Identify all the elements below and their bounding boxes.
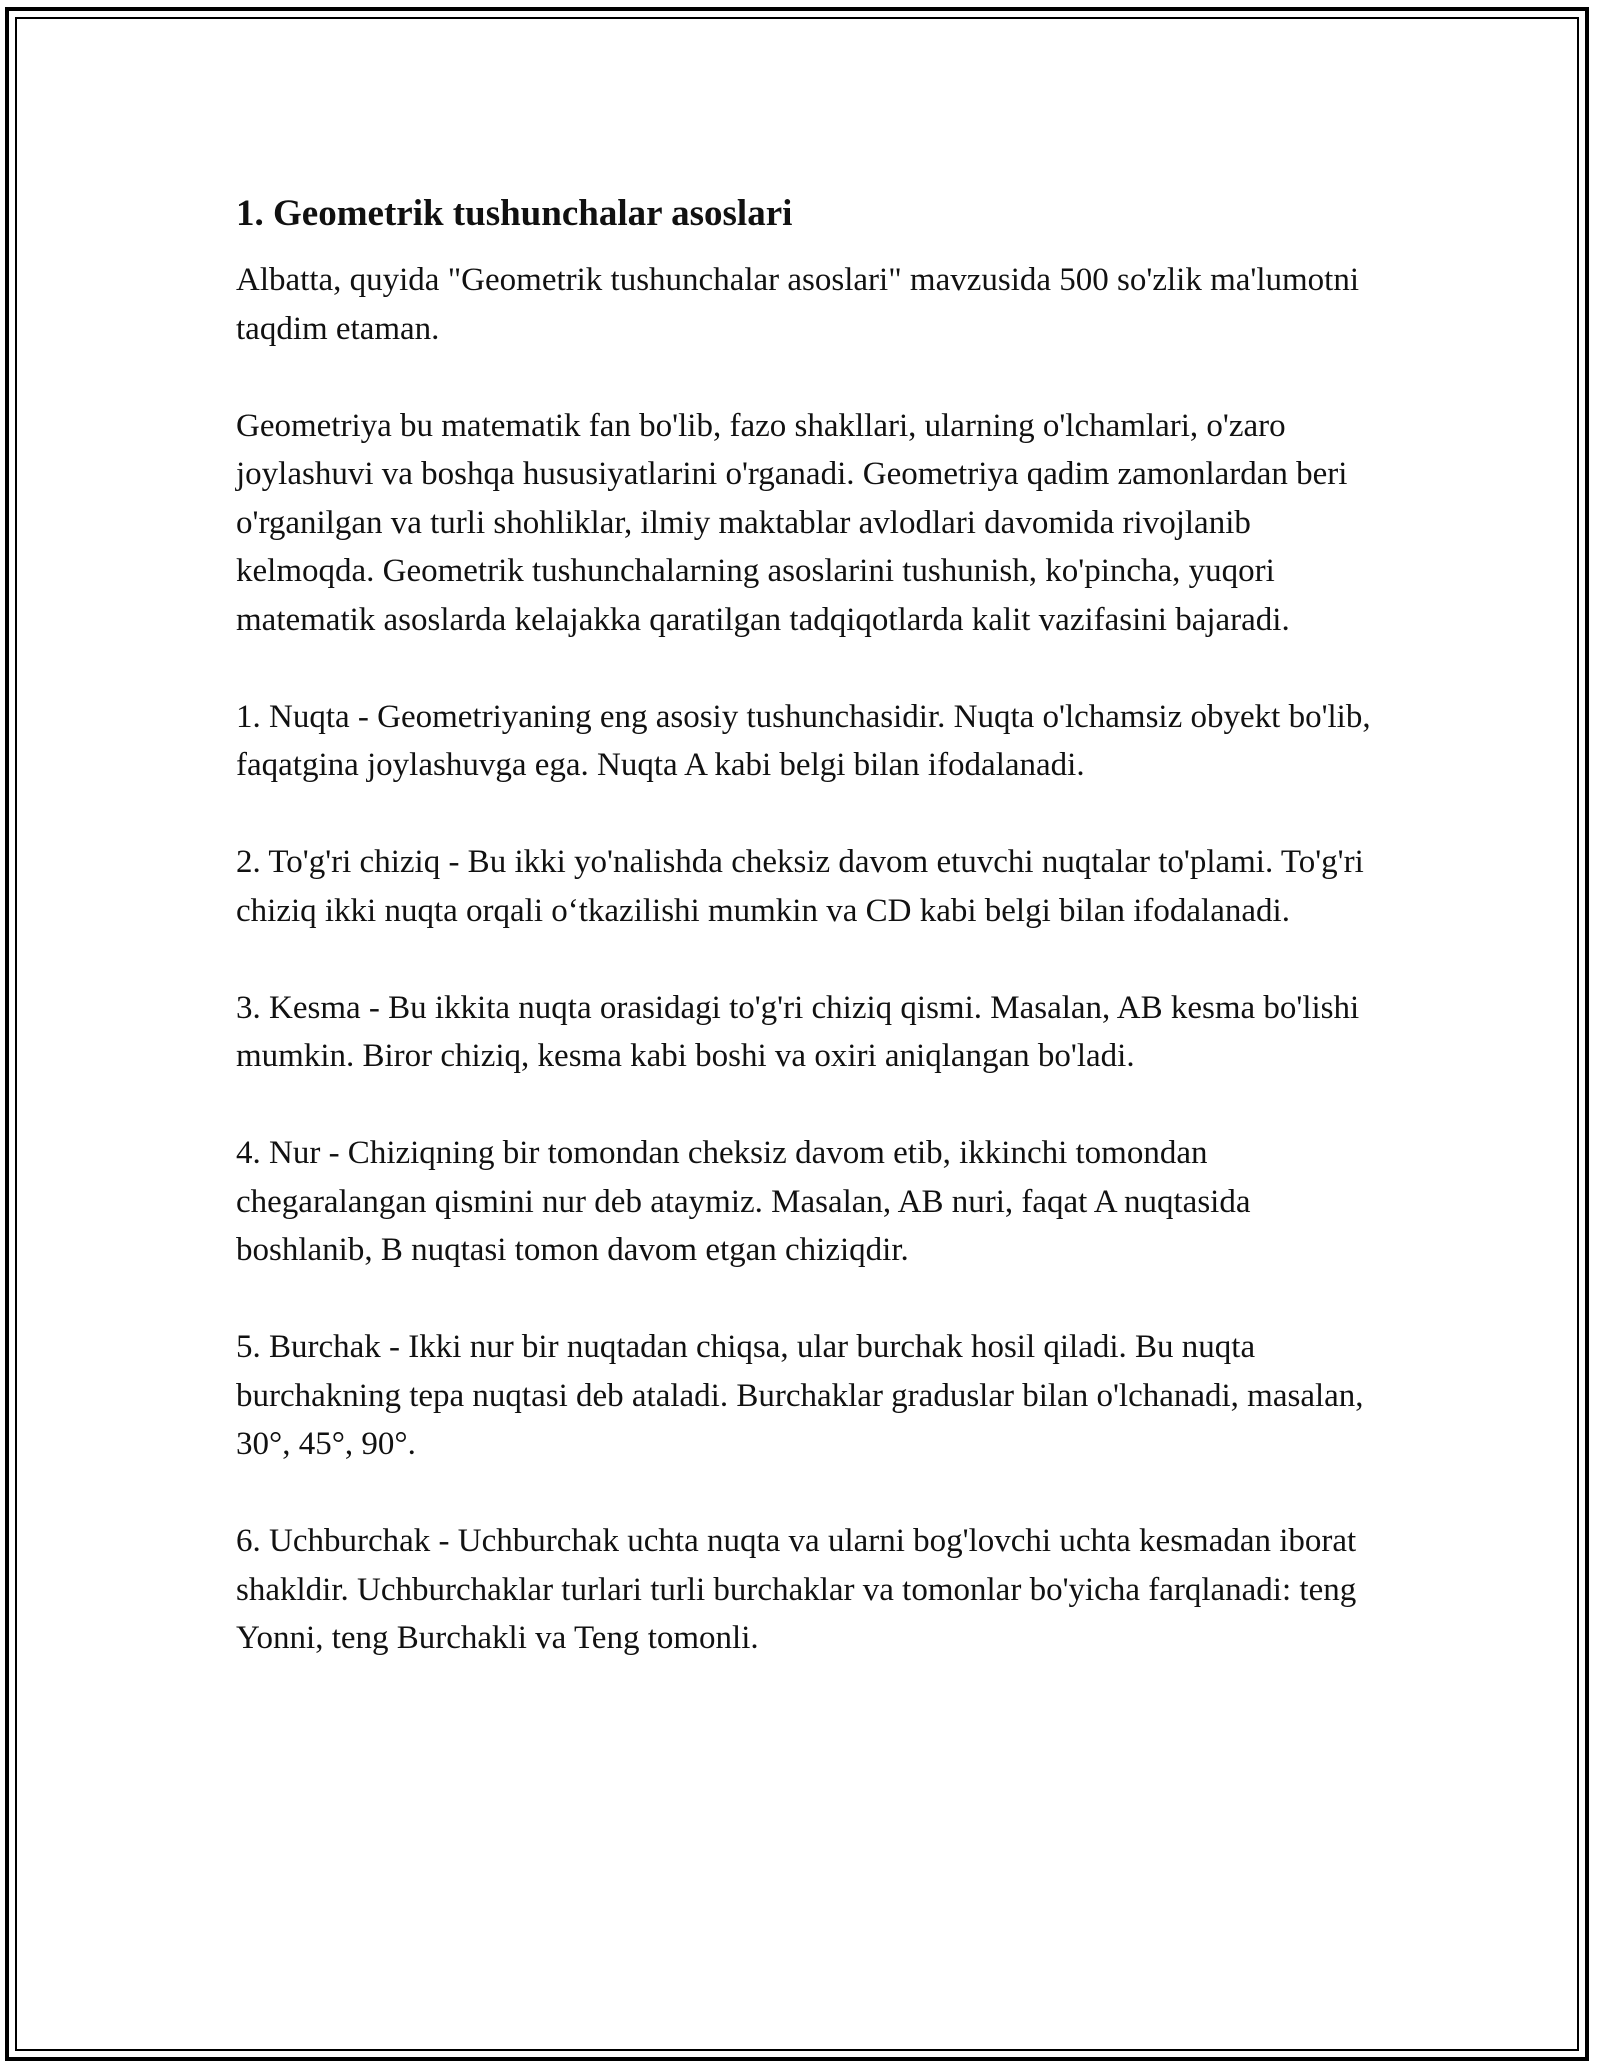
document-title: 1. Geometrik tushunchalar asoslari (236, 193, 793, 234)
line-definition-paragraph: 2. To'g'ri chiziq - Bu ikki yo'nalishda cheksiz davom etuvchi nuqtalar to'plami. To'g'ri chiziq ikki nuqta orqali o‘tkazilishi mumkin va CD kabi belgi bilan ifodalanadi. (236, 844, 1364, 929)
ray-definition-paragraph: 4. Nur - Chiziqning bir tomondan cheksiz davom etib, ikkinchi tomondan chegaralangan qismini nur deb ataymiz. Masalan, AB nuri, faqat A nuqtasida boshlanib, B nuqtasi tomon davom etgan chiziqdir. (236, 1135, 1251, 1268)
angle-definition-paragraph: 5. Burchak - Ikki nur bir nuqtadan chiqsa, ular burchak hosil qiladi. Bu nuqta burchakning tepa nuqtasi deb ataladi. Burchaklar graduslar bilan o'lchanadi, masalan, 30°, 45°, 90°. (236, 1329, 1364, 1462)
document-body (236, 186, 1376, 1663)
segment-definition-paragraph: 3. Kesma - Bu ikkita nuqta orasidagi to'g'ri chiziq qismi. Masalan, AB kesma bo'lishi mumkin. Biror chiziq, kesma kabi boshi va oxiri aniqlangan bo'ladi. (236, 989, 1360, 1074)
triangle-definition-paragraph: 6. Uchburchak - Uchburchak uchta nuqta va ularni bog'lovchi uchta kesmadan iborat shakldir. Uchburchaklar turlari turli burchaklar va tomonlar bo'yicha farqlanadi: teng Yonni, teng Burchakli va Teng tomonli. (236, 1523, 1357, 1656)
geometry-overview-paragraph: Geometriya bu matematik fan bo'lib, fazo shakllari, ularning o'lchamlari, o'zaro joylashuvi va boshqa hususiyatlarini o'rganadi. Geometriya qadim zamonlardan beri o'rganilgan va turli shohliklar, ilmiy maktablar avlodlari davomida rivojlanib kelmoqda. Geometrik tushunchalarning asoslarini tushunish, ko'pincha, yuqori matematik asoslarda kelajakka qaratilgan tadqiqotlarda kalit vazifasini bajaradi. (236, 407, 1348, 638)
point-definition-paragraph: 1. Nuqta - Geometriyaning eng asosiy tushunchasidir. Nuqta o'lchamsiz obyekt bo'lib, faqatgina joylashuvga ega. Nuqta A kabi belgi bilan ifodalanadi. (236, 698, 1371, 783)
intro-paragraph: Albatta, quyida "Geometrik tushunchalar asoslari" mavzusida 500 so'zlik ma'lumotni taqdim etaman. (236, 262, 1359, 347)
